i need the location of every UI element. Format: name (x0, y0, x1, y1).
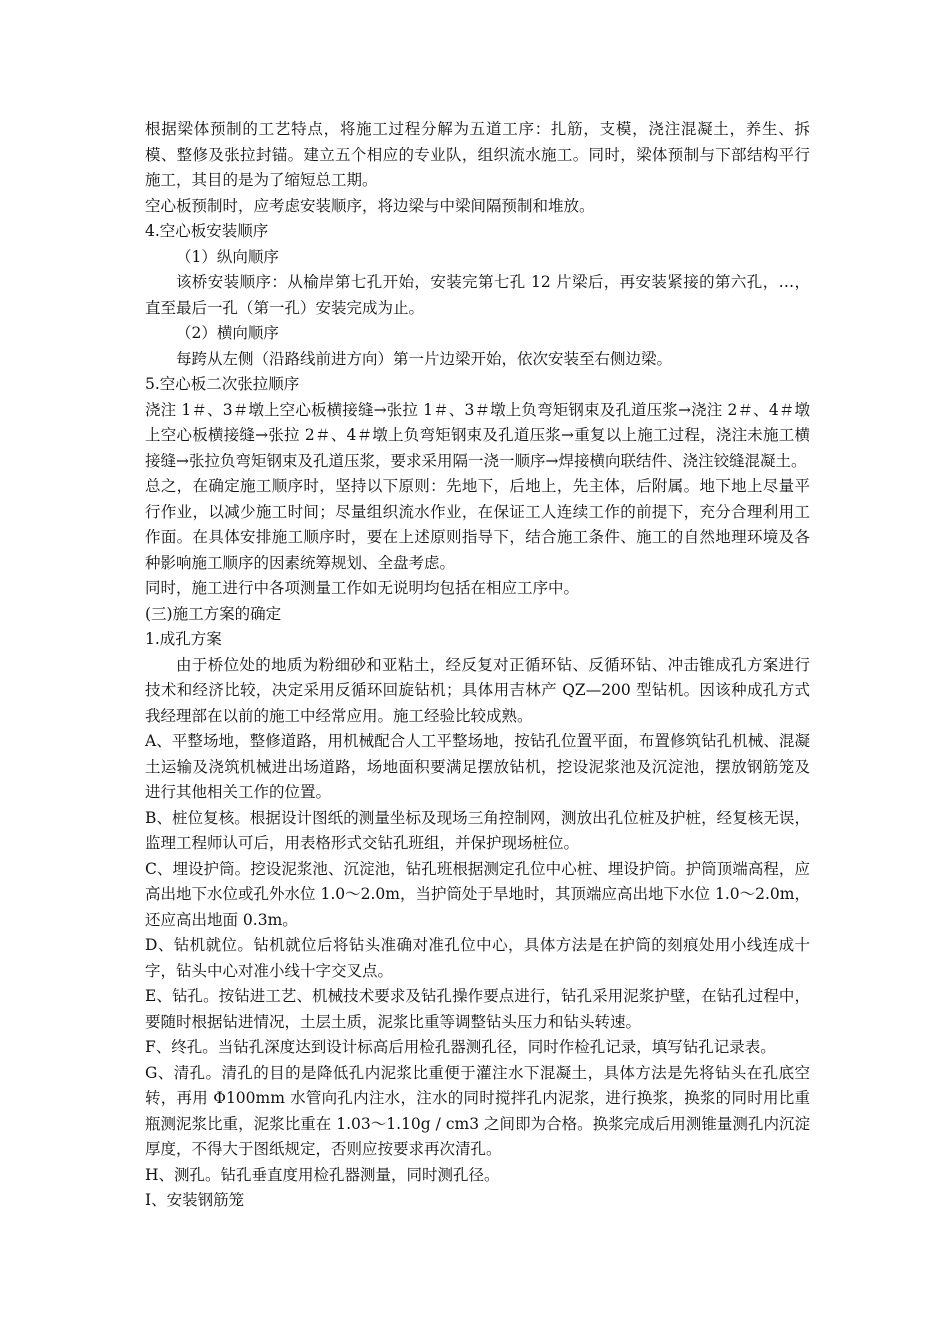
paragraph-step-i: I、安装钢筋笼 (145, 1191, 245, 1209)
paragraph-step-f: F、终孔。当钻孔深度达到设计标高后用检孔器测孔径，同时作检孔记录，填写钻孔记录表。 (145, 1038, 776, 1056)
paragraph-process-decomposition: 根据梁体预制的工艺特点，将施工过程分解为五道工序：扎筋，支模，浇注混凝土，养生、拆模、整修及张拉封锚。建立五个相应的专业队，组织流水施工。同时，梁体预制与下部结构平行施工，其目的是为了缩短总工期。 (145, 120, 810, 189)
paragraph-step-c: C、埋设护筒。挖设泥浆池、沉淀池，钻孔班根据测定孔位中心桩、埋设护筒。护筒顶端高程，应高出地下水位或孔外水位 1.0～2.0m，当护筒处于旱地时，其顶端应高出地下水位 1.0～2.0m，还应高出地面 0.3m。 (145, 859, 810, 929)
paragraph-step-b: B、桩位复核。根据设计图纸的测量坐标及现场三角控制网，测放出孔位桩及护桩，经复核无误，监理工程师认可后，用表格形式交钻孔班组，并保护现场桩位。 (145, 808, 810, 852)
paragraph-step-g: G、清孔。清孔的目的是降低孔内泥浆比重便于灌注水下混凝土，具体方法是先将钻头在孔底空转，再用 Φ100mm 水管向孔内注水，注水的同时搅拌孔内泥浆，进行换浆，换浆的同时用比重瓶测泥浆比重，泥浆比重在 1.03～1.10g / cm3 之间即为合格。换浆完成后用测锥量测孔内沉淀厚度，不得大于图纸规定，否则应按要求再次清孔。 (145, 1063, 810, 1158)
subheading-transverse: （2）横向顺序 (176, 324, 279, 342)
paragraph-step-h: H、测孔。钻孔垂直度用检孔器测量，同时测孔径。 (145, 1165, 500, 1184)
subheading-longitudinal: （1）纵向顺序 (176, 247, 279, 266)
paragraph-step-e: E、钻孔。按钻进工艺、机械技术要求及钻孔操作要点进行，钻孔采用泥浆护壁，在钻孔过程中，要随时根据钻进情况，土层土质，泥浆比重等调整钻头压力和钻头转速。 (145, 987, 810, 1031)
paragraph-drilling-choice: 由于桥位处的地质为粉细砂和亚粘土，经反复对正循环钻、反循环钻、冲击锥成孔方案进行技术和经济比较，决定采用反循环回旋钻机；具体用吉林产 QZ—200 型钻机。因该种成孔方式我经理部在以前的施工中经常应用。施工经验比较成熟。 (145, 655, 810, 725)
paragraph-hollow-slab-prefab: 空心板预制时，应考虑安装顺序，将边梁与中梁间隔预制和堆放。 (145, 196, 595, 215)
document-body (145, 117, 810, 1214)
paragraph-principles: 总之，在确定施工顺序时，坚持以下原则：先地下，后地上，先主体，后附属。地下地上尽量平行作业，以减少施工时间；尽量组织流水作业，在保证工人连续工作的前提下，充分合理利用工作面。在具体安排施工顺序时，要在上述原则指导下，结合施工条件、施工的自然地理环境及各种影响施工顺序的因素统筹规划、全盘考虑。 (145, 477, 810, 572)
paragraph-survey-note: 同时，施工进行中各项测量工作如无说明均包括在相应工序中。 (145, 579, 580, 597)
paragraph-step-a: A、平整场地，整修道路，用机械配合人工平整场地，按钻孔位置平面，布置修筑钻孔机械、混凝土运输及浇筑机械进出场道路，场地面积要满足摆放钻机，挖设泥浆池及沉淀池，摆放钢筋笼及进行其他相关工作的位置。 (145, 732, 810, 801)
paragraph-longitudinal: 该桥安装顺序：从榆岸第七孔开始，安装完第七孔 12 片梁后，再安装紧接的第六孔，…，直至最后一孔（第一孔）安装完成为止。 (145, 273, 810, 317)
heading-install-sequence: 4.空心板安装顺序 (145, 222, 269, 240)
heading-construction-plan: (三)施工方案的确定 (145, 604, 282, 623)
paragraph-transverse: 每跨从左侧（沿路线前进方向）第一片边梁开始，依次安装至右侧边梁。 (176, 349, 673, 368)
heading-hole-forming: 1.成孔方案 (145, 630, 222, 648)
heading-tension-sequence: 5.空心板二次张拉顺序 (145, 375, 300, 393)
paragraph-tension-sequence: 浇注 1＃、3＃墩上空心板横接缝→张拉 1＃、3＃墩上负弯矩钢束及孔道压浆→浇注 2＃、4＃墩上空心板横接缝→张拉 2＃、4＃墩上负弯矩钢束及孔道压浆→重复以上施工过程，浇注未施工横接缝→张拉负弯矩钢束及孔道压浆，要求采用隔一浇一顺序→焊接横向联结件、浇注铰缝混凝土。 (145, 400, 810, 470)
paragraph-step-d: D、钻机就位。钻机就位后将钻头准确对准孔位中心，具体方法是在护筒的刻痕处用小线连成十字，钻头中心对准小线十字交叉点。 (145, 936, 810, 980)
